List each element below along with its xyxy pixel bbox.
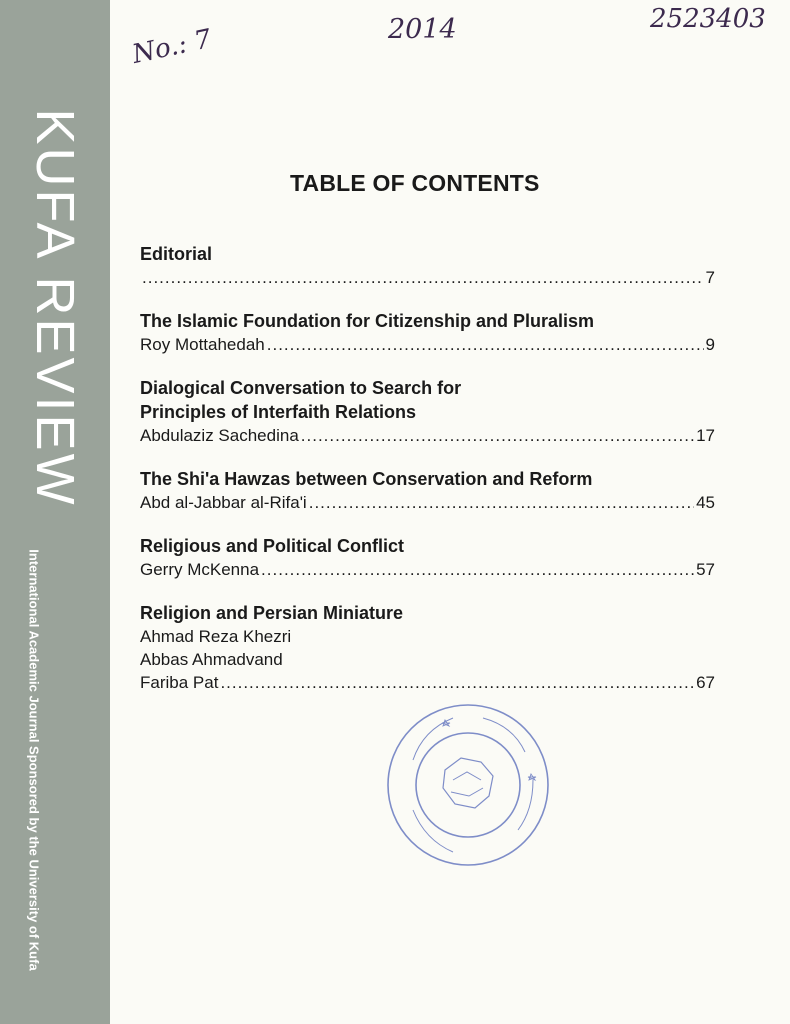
library-stamp-icon bbox=[383, 700, 553, 870]
dot-leader-line bbox=[140, 558, 715, 582]
dot-leader bbox=[309, 491, 694, 515]
page-number: 57 bbox=[696, 560, 715, 579]
handwritten-year: 2014 bbox=[388, 14, 457, 45]
dot-leader-line bbox=[140, 491, 715, 515]
toc-entry-shia-hawzas bbox=[140, 467, 715, 515]
dot-leader-line bbox=[140, 671, 715, 695]
entry-author-3: Fariba Pat bbox=[140, 673, 219, 692]
page-number: 67 bbox=[696, 673, 715, 692]
journal-subtitle: International Academic Journal Sponsored by the University of Kufa bbox=[26, 549, 42, 971]
dot-leader bbox=[267, 333, 704, 357]
entry-title: Editorial bbox=[140, 244, 213, 264]
entry-author: Abdulaziz Sachedina bbox=[140, 426, 299, 445]
entry-author-1: Ahmad Reza Khezri bbox=[140, 627, 292, 646]
entry-title-line-1: Dialogical Conversation to Search for bbox=[140, 378, 462, 398]
entry-title: Religious and Political Conflict bbox=[140, 536, 405, 556]
entry-title: Religion and Persian Miniature bbox=[140, 603, 404, 623]
page-title: TABLE OF CONTENTS bbox=[290, 170, 540, 196]
toc-entry-religious-conflict bbox=[140, 534, 715, 582]
page-number: 9 bbox=[705, 335, 715, 354]
dot-leader bbox=[261, 558, 694, 582]
entry-author: Roy Mottahedah bbox=[140, 335, 265, 354]
page-number: 17 bbox=[696, 426, 715, 445]
toc-entry-editorial bbox=[140, 242, 715, 290]
dot-leader-line bbox=[140, 333, 715, 357]
toc-entry-dialogical-conversation bbox=[140, 376, 715, 448]
entry-title-line-2: Principles of Interfaith Relations bbox=[140, 402, 417, 422]
entry-title: The Shi'a Hawzas between Conservation and Reform bbox=[140, 469, 593, 489]
page-number: 7 bbox=[705, 268, 715, 287]
journal-spine bbox=[0, 0, 110, 1024]
entry-author-2: Abbas Ahmadvand bbox=[140, 650, 283, 669]
toc-entry-persian-miniature bbox=[140, 601, 715, 695]
dot-leader bbox=[301, 424, 694, 448]
toc-entry-islamic-foundation bbox=[140, 309, 715, 357]
handwritten-catalog-number: 2523403 bbox=[650, 4, 766, 34]
journal-title: KUFA REVIEW bbox=[25, 108, 85, 508]
toc-entry-list bbox=[140, 242, 715, 714]
entry-author: Abd al-Jabbar al-Rifa'i bbox=[140, 493, 307, 512]
dot-leader-line bbox=[140, 424, 715, 448]
dot-leader bbox=[142, 266, 704, 290]
entry-author: Gerry McKenna bbox=[140, 560, 260, 579]
page-number: 45 bbox=[696, 493, 715, 512]
entry-title: The Islamic Foundation for Citizenship and Pluralism bbox=[140, 311, 595, 331]
dot-leader bbox=[220, 671, 694, 695]
handwritten-issue-note: No.: 7 bbox=[129, 24, 215, 70]
dot-leader-line bbox=[140, 266, 715, 290]
